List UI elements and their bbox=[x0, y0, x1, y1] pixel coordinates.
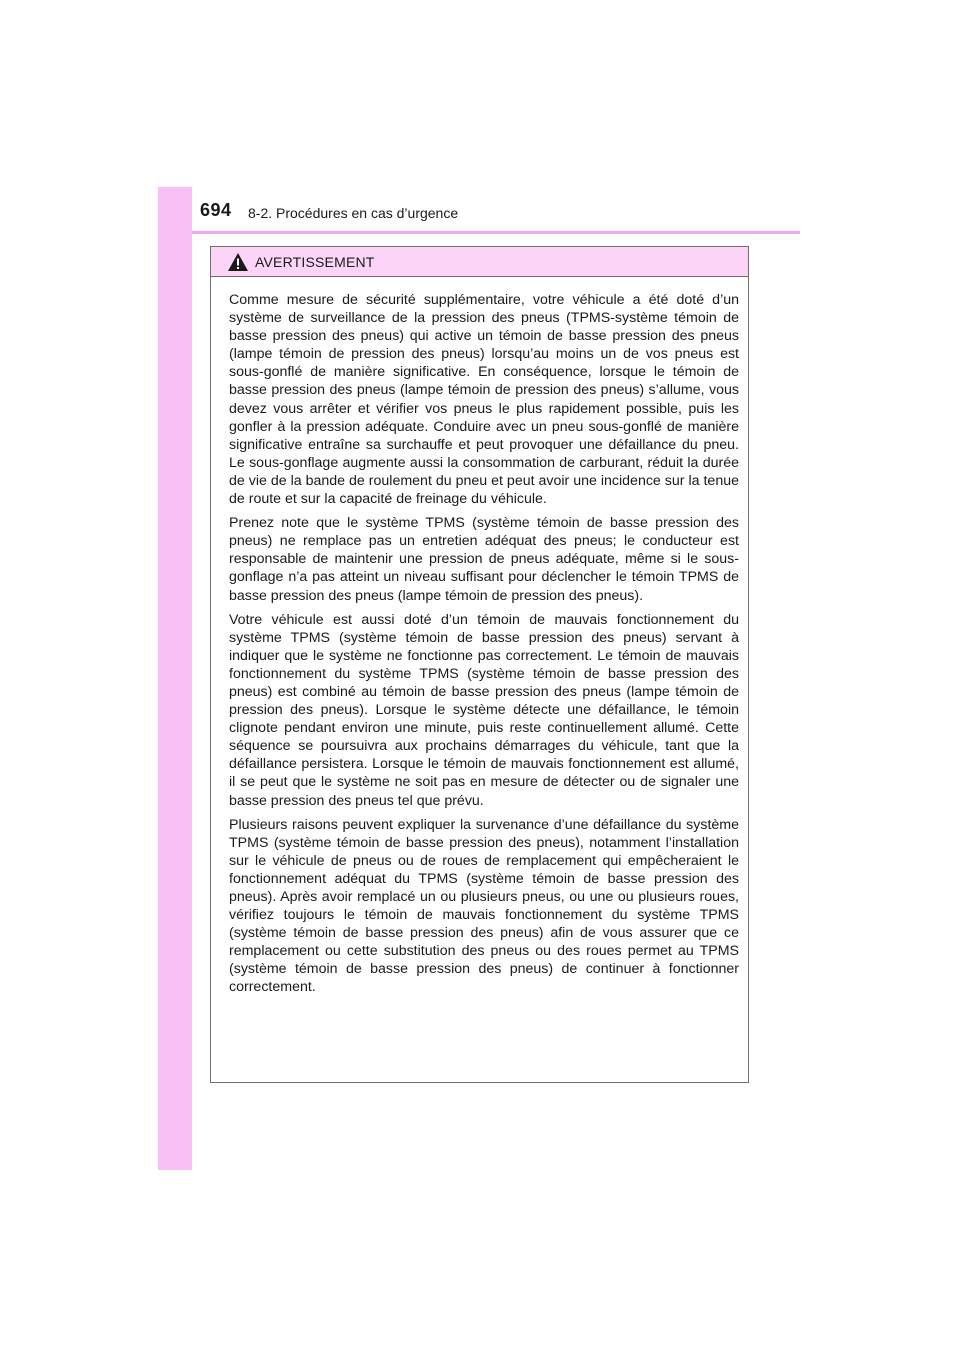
warning-box bbox=[210, 246, 749, 1083]
header-divider bbox=[192, 231, 800, 234]
warning-paragraph: Votre véhicule est aussi doté d’un témoin de mauvais fonctionnement du système TPMS (système témoin de basse pression des pneus) servant à indiquer que le système ne fonctionne pas correctement. Le témoin de mauvais fonctionnement du système TPMS (système témoin de basse pression des pneus) est combiné au témoin de basse pression des pneus (lampe témoin de pression des pneus). Lorsque le système détecte une défaillance, le témoin clignote pendant environ une minute, puis reste continuellement allumé. Cette séquence se poursuivra aux prochains démarrages du véhicule, tant que la défaillance persistera. Lorsque le témoin de mauvais fonctionnement est allumé, il se peut que le système ne soit pas en mesure de détecter ou de signaler une basse pression des pneus tel que prévu. bbox=[229, 611, 739, 809]
warning-triangle-icon bbox=[227, 252, 249, 272]
warning-paragraph: Comme mesure de sécurité supplémentaire, votre véhicule a été doté d’un système de surveillance de la pression des pneus (TPMS-système témoin de basse pression des pneus) qui active un témoin de basse pression des pneus (lampe témoin de pression des pneus) lorsqu’au moins un de vos pneus est sous-gonflé de manière significative. En conséquence, lorsque le témoin de basse pression des pneus (lampe témoin de pression des pneus) s’allume, vous devez vous arrêter et vérifier vos pneus le plus rapidement possible, puis les gonfler à la pression adéquate. Conduire avec un pneu sous-gonflé de manière significative entraîne sa surchauffe et peut provoquer une défaillance du pneu. Le sous-gonflage augmente aussi la consommation de carburant, réduit la durée de vie de la bande de roulement du pneu et peut avoir une incidence sur la tenue de route et sur la capacité de freinage du véhicule. bbox=[229, 292, 739, 508]
page-number: 694 bbox=[200, 200, 232, 220]
chapter-side-tab bbox=[158, 187, 192, 1170]
section-title: 8-2. Procédures en cas d’urgence bbox=[248, 205, 459, 221]
warning-title: AVERTISSEMENT bbox=[255, 253, 375, 270]
warning-paragraph: Plusieurs raisons peuvent expliquer la survenance d’une défaillance du système TPMS (système témoin de basse pression des pneus), notamment l’installation sur le véhicule de pneus ou de roues de remplacement qui empêcheraient le fonctionnement adéquat du TPMS (système témoin de basse pression des pneus). Après avoir remplacé un ou plusieurs pneus, ou une ou plusieurs roues, vérifiez toujours le témoin de mauvais fonctionnement du système TPMS (système témoin de basse pression des pneus) afin de vous assurer que ce remplacement ou cette substitution des pneus ou des roues permet au TPMS (système témoin de basse pression des pneus) de continuer à fonctionner correctement. bbox=[229, 816, 739, 996]
warning-paragraph: Prenez note que le système TPMS (système témoin de basse pression des pneus) ne remplace pas un entretien adéquat des pneus; le conducteur est responsable de maintenir une pression de pneus adéquate, même si le sous-gonflage n’a pas atteint un niveau suffisant pour déclencher le témoin TPMS de basse pression des pneus (lampe témoin de pression des pneus). bbox=[229, 515, 739, 604]
warning-header bbox=[211, 247, 748, 277]
warning-body bbox=[211, 277, 748, 997]
